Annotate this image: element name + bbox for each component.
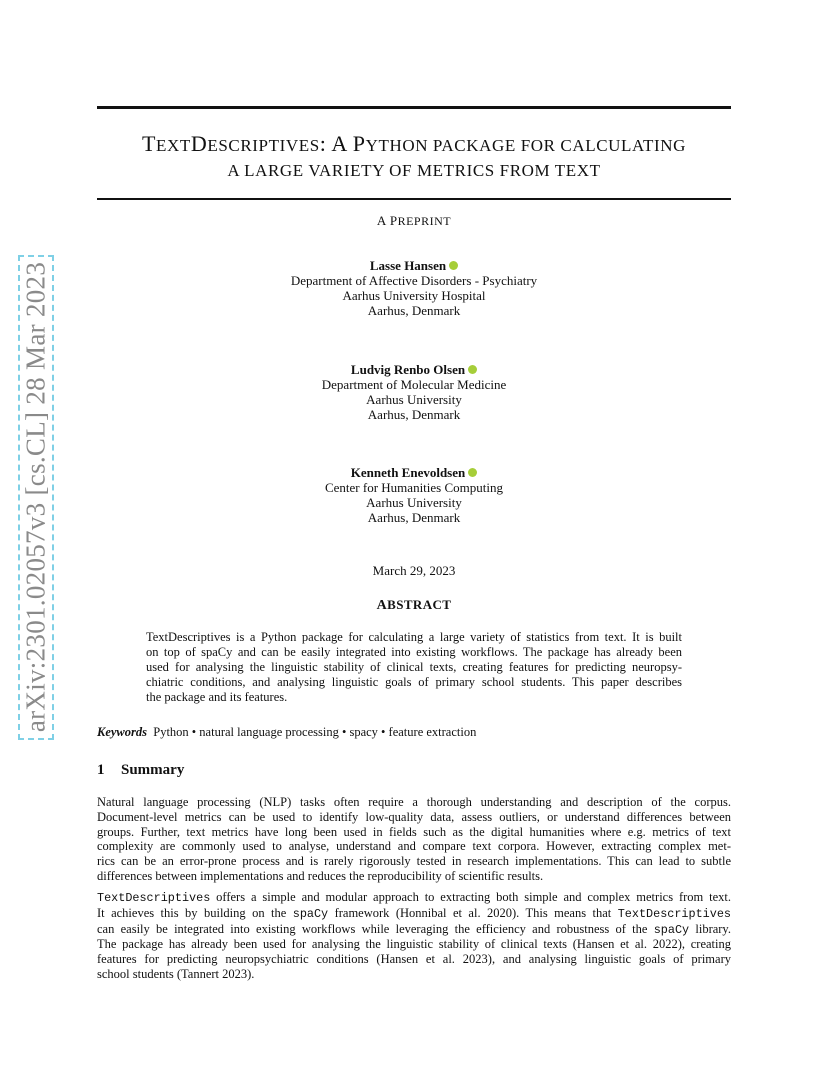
abstract-text xyxy=(146,630,682,705)
section-number: 1 xyxy=(97,762,105,778)
paragraph-line: school students (Tannert 2023). xyxy=(97,966,255,981)
code-text: TextDescriptives xyxy=(97,891,211,905)
author-name: Lasse Hansen xyxy=(369,258,447,273)
author-affiliation: Department of Affective Disorders - Psychiatry xyxy=(290,273,538,288)
paragraph-line: differences between implementations and reduces the reproducibility of scientific results. xyxy=(97,868,544,883)
keywords-label: Keywords xyxy=(97,725,147,739)
orcid-icon[interactable] xyxy=(449,261,458,270)
abstract-line: on top of spaCy and can be easily integrated into existing workflows. The package has already been xyxy=(146,645,682,659)
orcid-icon[interactable] xyxy=(468,365,477,374)
author-affiliation: Center for Humanities Computing xyxy=(324,480,503,495)
abstract-line: used for analysing the linguistic stability of clinical texts, creating features for predicting neuropsy- xyxy=(146,660,682,674)
title-line-2: A LARGE VARIETY OF METRICS FROM TEXT xyxy=(227,161,601,180)
paragraph-line: groups. Further, text metrics have long been used in fields such as the digital humanities where e.g. metrics of text xyxy=(97,824,731,839)
preprint-label: A PREPRINT xyxy=(376,213,452,228)
section-heading xyxy=(97,762,184,779)
author-location: Aarhus, Denmark xyxy=(367,510,461,525)
abstract-line: chiatric conditions, and analysing linguistic goals of primary school students. This paper describes xyxy=(146,675,682,689)
author-institution: Aarhus University Hospital xyxy=(342,288,486,303)
paragraph-line: can easily be integrated into existing workflows while leveraging the efficiency and robustness of the spaCy library. xyxy=(97,921,732,937)
author-block xyxy=(0,465,828,525)
paragraph-line: features for predicting neuropsychiatric conditions (Hansen et al. 2023), and analysing linguistic goals of primary xyxy=(97,952,731,967)
abstract-line: TextDescriptives is a Python package for calculating a large variety of statistics from text. It is built xyxy=(146,630,682,644)
paragraph-line: TextDescriptives offers a simple and modular approach to extracting both simple and complex metrics from text. xyxy=(97,890,731,905)
arxiv-identifier: arXiv:2301.02057v3 [cs.CL] 28 Mar 2023 xyxy=(20,261,51,733)
body-paragraph xyxy=(97,890,731,982)
title-rule-top xyxy=(97,106,731,109)
code-text: TextDescriptives xyxy=(617,906,731,921)
paragraph-line: Document-level metrics can be used to identify low-quality data, assess outliers, or understand differences between xyxy=(97,809,731,824)
keywords-text: Python • natural language processing • spacy • feature extraction xyxy=(153,725,477,739)
paragraph-line: It achieves this by building on the spaCy framework (Honnibal et al. 2020). This means that TextDescriptives xyxy=(97,905,731,921)
author-location: Aarhus, Denmark xyxy=(367,407,461,422)
author-institution: Aarhus University xyxy=(366,495,462,510)
author-institution: Aarhus University xyxy=(366,392,462,407)
publication-date: March 29, 2023 xyxy=(372,563,456,578)
paragraph-line: The package has already been used for analysing the linguistic stability of clinical texts (Hansen et al. 2022), creating xyxy=(97,937,731,952)
paragraph-line: rics can be an error-prone process and is rarely rigorously tested in research implementations. This can lead to subtle xyxy=(97,854,731,869)
author-location: Aarhus, Denmark xyxy=(367,303,461,318)
title-line-1: TEXTDESCRIPTIVES: A PYTHON PACKAGE FOR CALCULATING xyxy=(141,131,687,156)
title-rule-bottom xyxy=(97,198,731,200)
orcid-icon[interactable] xyxy=(468,468,477,477)
author-name: Kenneth Enevoldsen xyxy=(350,465,466,480)
paragraph-line: complexity are commonly used to analyse, understand and compare text corpora. However, extracting complex met- xyxy=(97,839,731,854)
keywords-line xyxy=(97,725,476,740)
author-affiliation: Department of Molecular Medicine xyxy=(321,377,507,392)
code-text: spaCy xyxy=(292,906,329,921)
paragraph-line: Natural language processing (NLP) tasks often require a thorough understanding and description of the corpus. xyxy=(97,795,731,809)
author-block xyxy=(0,258,828,318)
section-title: Summary xyxy=(121,762,185,778)
body-paragraph xyxy=(97,795,731,884)
author-name: Ludvig Renbo Olsen xyxy=(350,362,466,377)
abstract-line: the package and its features. xyxy=(146,690,288,704)
author-block xyxy=(0,362,828,422)
code-text: spaCy xyxy=(653,922,690,937)
abstract-heading: ABSTRACT xyxy=(376,597,452,613)
